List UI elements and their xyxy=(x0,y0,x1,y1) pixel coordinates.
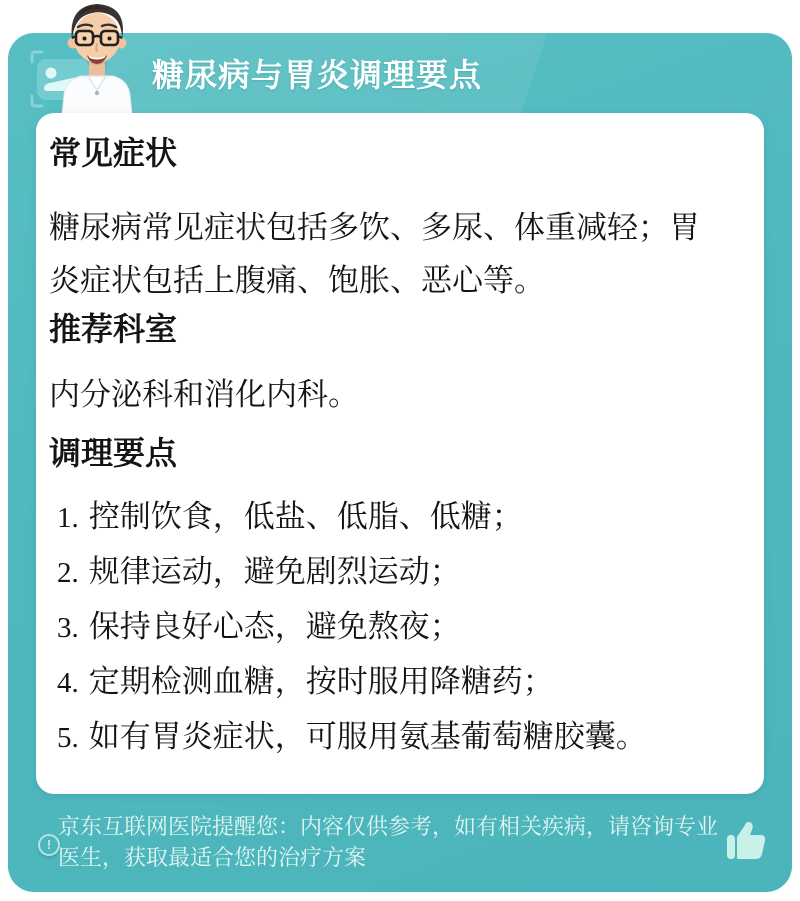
section-heading-department: 推荐科室 xyxy=(49,311,178,347)
list-item xyxy=(57,717,724,758)
list-item-number: 3. xyxy=(57,612,79,644)
info-circle-icon: ! xyxy=(38,834,60,856)
thumbs-up-icon xyxy=(724,818,768,864)
thumbs-up-button[interactable] xyxy=(724,818,768,864)
content-card xyxy=(36,113,764,794)
list-item xyxy=(57,662,724,703)
section-heading-care-points: 调理要点 xyxy=(49,435,178,471)
list-item-text: 规律运动，避免剧烈运动； xyxy=(88,554,461,589)
list-item-text: 控制饮食，低盐、低脂、低糖； xyxy=(88,499,523,534)
page-title: 糖尿病与胃炎调理要点 xyxy=(152,57,483,93)
section-heading-symptoms: 常见症状 xyxy=(49,135,178,171)
list-item xyxy=(57,497,724,538)
section-body-symptoms: 糖尿病常见症状包括多饮、多尿、体重减轻；胃炎症状包括上腹痛、饱胀、恶心等。 xyxy=(49,210,700,298)
list-item xyxy=(57,552,724,593)
list-item-number: 5. xyxy=(57,722,79,754)
list-item-number: 4. xyxy=(57,667,79,699)
section-body-department: 内分泌科和消化内科。 xyxy=(49,377,359,412)
care-points-list xyxy=(49,497,724,758)
list-item-text: 如有胃炎症状，可服用氨基葡萄糖胶囊。 xyxy=(88,719,647,754)
list-item-text: 定期检测血糖，按时服用降糖药； xyxy=(88,664,554,699)
disclaimer-text: 京东互联网医院提醒您：内容仅供参考，如有相关疾病，请咨询专业医生，获取最适合您的治疗方案 xyxy=(58,814,719,870)
list-item-text: 保持良好心态，避免熬夜； xyxy=(88,609,461,644)
list-item xyxy=(57,607,724,648)
list-item-number: 2. xyxy=(57,557,79,589)
doctor-avatar xyxy=(48,0,146,115)
list-item-number: 1. xyxy=(57,502,79,534)
